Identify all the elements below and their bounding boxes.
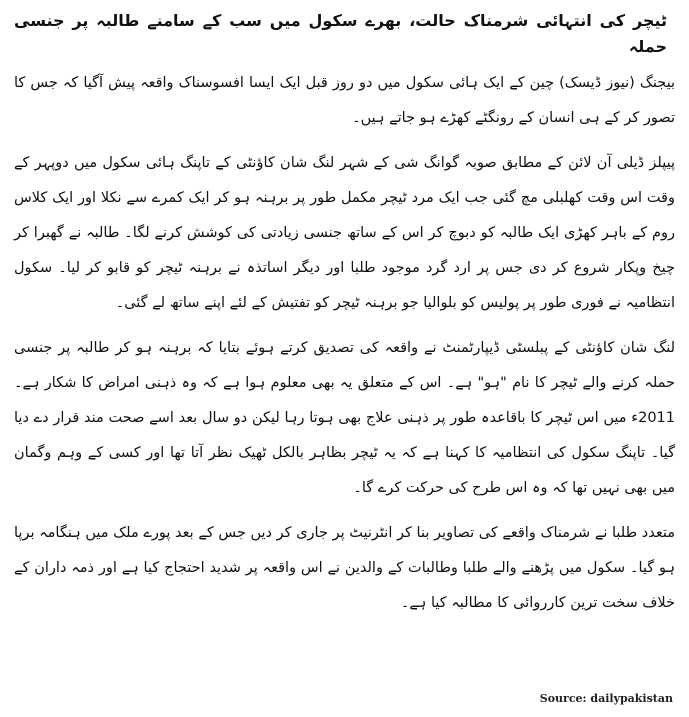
article-paragraph-4: متعدد طلبا نے شرمناک واقعے کی تصاویر بنا کر انٹرنیٹ پر جاری کر دیں جس کے بعد پورے ملک میں ہنگامہ برپا ہو گیا۔ سکول میں پڑھنے والے طلبا وطالبات کے والدین نے اس واقعہ پر شدید احتجاج کیا ہے اور ذمہ داران کے خلاف سخت ترین کارروائی کا مطالبہ کیا ہے۔: [14, 525, 675, 611]
article-paragraph-1: بیجنگ (نیوز ڈیسک) چین کے ایک ہائی سکول میں دو روز قبل ایک ایسا افسوسناک واقعہ پیش آگیا کہ جس کا تصور کر کے ہی انسان کے رونگٹے کھڑے ہو جاتے ہیں۔: [14, 75, 675, 126]
source-credit: Source: dailypakistan: [539, 692, 673, 705]
article-title: ٹیچر کی انتہائی شرمناک حالت، بھرے سکول میں سب کے سامنے طالبہ پر جنسی حملہ: [14, 11, 667, 56]
article-paragraph-3: لنگ شان کاؤنٹی کے پبلسٹی ڈیپارٹمنٹ نے واقعہ کی تصدیق کرتے ہوئے بتایا کہ برہنہ ہو کر طالبہ پر جنسی حملہ کرنے والے ٹیچر کا نام "ہو" ہے۔ اس کے متعلق یہ بھی معلوم ہوا ہے کہ وہ ذہنی امراض کا شکار ہے۔ 2011ء میں اس ٹیچر کا باقاعدہ طور پر ذہنی علاج بھی ہوتا رہا لیکن دو سال بعد اسے صحت مند قرار دے دیا گیا۔ تاپنگ سکول کی انتظامیہ کا کہنا ہے کہ یہ ٹیچر بظاہر بالکل ٹھیک نظر آتا تھا اور کسی کے وہم وگمان میں بھی نہیں تھا کہ وہ اس طرح کی حرکت کرے گا۔: [14, 340, 675, 496]
article-paragraph-2: پیپلز ڈیلی آن لائن کے مطابق صوبہ گوانگ شی کے شہر لنگ شان کاؤنٹی کے تاپنگ ہائی سکول میں دوپہر کے وقت اس وقت کھلبلی مچ گئی جب ایک مرد ٹیچر مکمل طور پر برہنہ ہو کر ایک کمرے سے نکلا اور ایک کلاس روم کے باہر کھڑی ایک طالبہ کو دبوچ کر اس کے ساتھ جنسی زیادتی کی کوشش کرنے لگا۔ طالبہ نے گھبرا کر چیخ وپکار شروع کر دی جس پر ارد گرد موجود طلبا اور دیگر اساتذہ نے برہنہ ٹیچر کو قابو کر لیا۔ سکول انتظامیہ نے فوری طور پر پولیس کو بلوالیا جو برہنہ ٹیچر کو تفتیش کے لئے اپنے ساتھ لے گئی۔: [14, 155, 675, 311]
